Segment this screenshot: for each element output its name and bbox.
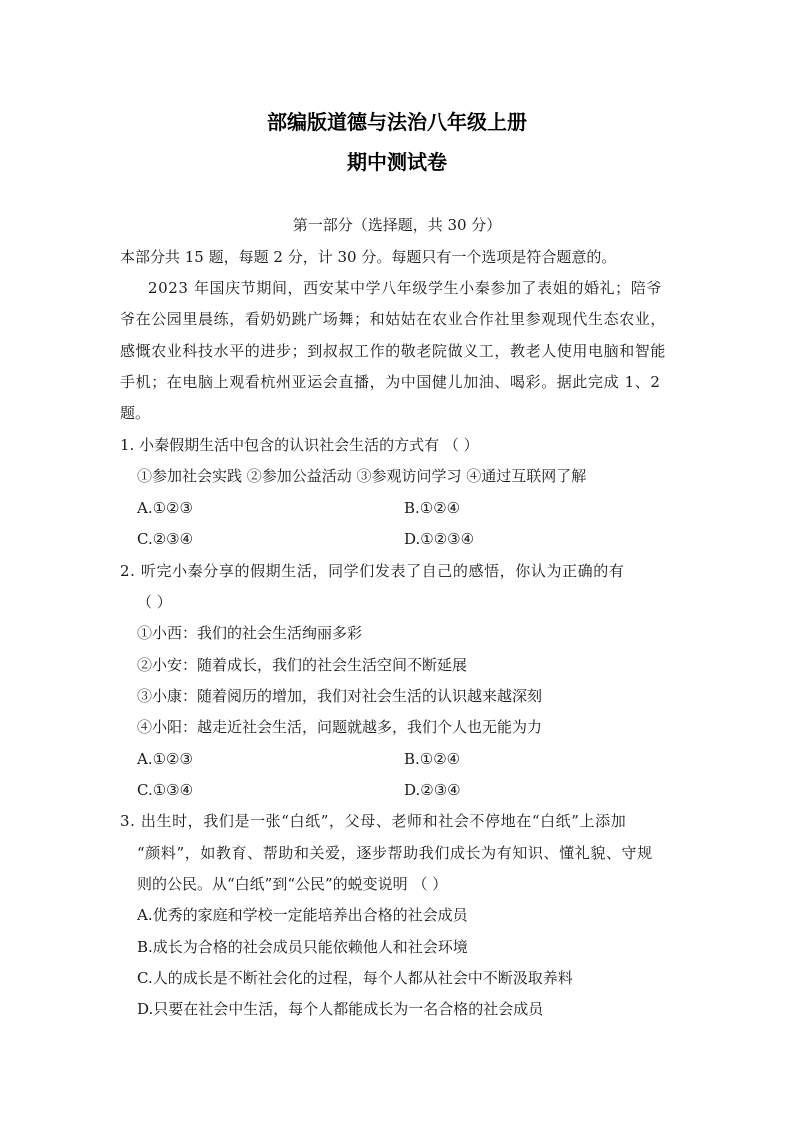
question-3-option-d[interactable]: D.只要在社会中生活，每个人都能成长为一名合格的社会成员: [137, 1000, 544, 1018]
question-2-option-c[interactable]: C.①③④: [137, 781, 194, 799]
question-3-option-c[interactable]: C.人的成长是不断社会化的过程，每个人都从社会中不断汲取养料: [137, 969, 573, 987]
question-2-option-a[interactable]: A.①②③: [137, 750, 193, 768]
question-2-item: ③小康：随着阅历的增加，我们对社会生活的认识越来越深刻: [137, 687, 543, 705]
question-1-stem: 1. 小秦假期生活中包含的认识社会生活的方式有 （ ）: [120, 436, 479, 454]
question-3-option-a[interactable]: A.优秀的家庭和学校一定能培养出合格的社会成员: [137, 906, 468, 924]
passage-line: 手机；在电脑上观看杭州亚运会直播，为中国健儿加油、喝彩。据此完成 1、2: [120, 373, 661, 391]
passage-line: 感慨农业科技水平的进步；到叔叔工作的敬老院做义工，教老人使用电脑和智能: [120, 342, 667, 360]
question-2-stem: 2. 听完小秦分享的假期生活，同学们发表了自己的感悟，你认为正确的有: [120, 562, 625, 580]
question-2-option-b[interactable]: B.①②④: [404, 750, 461, 768]
question-1-items: ①参加社会实践 ②参加公益活动 ③参观访问学习 ④通过互联网了解: [137, 467, 587, 485]
passage-line: 2023 年国庆节期间，西安某中学八年级学生小秦参加了表姐的婚礼；陪爷: [148, 279, 662, 297]
exam-subtitle: 期中测试卷: [347, 150, 447, 174]
question-1-option-a[interactable]: A.①②③: [137, 499, 193, 517]
section-heading: 第一部分（选择题，共 30 分）: [292, 216, 502, 234]
question-3-stem: 3. 出生时，我们是一张“白纸”，父母、老师和社会不停地在“白纸”上添加: [120, 812, 627, 830]
question-2-stem-paren: （ ）: [137, 593, 172, 611]
passage-line: 爷在公园里晨练，看奶奶跳广场舞；和姑姑在农业合作社里参观现代生态农业，: [120, 310, 667, 328]
question-3-stem: 则的公民。从“白纸”到“公民”的蜕变说明 （ ）: [137, 875, 448, 893]
section-instructions: 本部分共 15 题，每题 2 分，计 30 分。每题只有一个选项是符合题意的。: [120, 248, 617, 266]
question-3-option-b[interactable]: B.成长为合格的社会成员只能依赖他人和社会环境: [137, 938, 468, 956]
exam-title: 部编版道德与法治八年级上册: [267, 110, 527, 134]
question-1-option-b[interactable]: B.①②④: [404, 499, 461, 517]
question-2-item: ①小西：我们的社会生活绚丽多彩: [137, 624, 363, 642]
passage-line: 题。: [120, 404, 151, 422]
question-2-item: ④小阳：越走近社会生活，问题就越多，我们个人也无能为力: [137, 718, 543, 736]
question-3-stem: “颜料”，如教育、帮助和关爱，逐步帮助我们成长为有知识、懂礼貌、守规: [137, 844, 653, 862]
question-1-option-d[interactable]: D.①②③④: [404, 530, 475, 548]
question-2-item: ②小安：随着成长，我们的社会生活空间不断延展: [137, 656, 468, 674]
question-2-option-d[interactable]: D.②③④: [404, 781, 461, 799]
question-1-option-c[interactable]: C.②③④: [137, 530, 194, 548]
